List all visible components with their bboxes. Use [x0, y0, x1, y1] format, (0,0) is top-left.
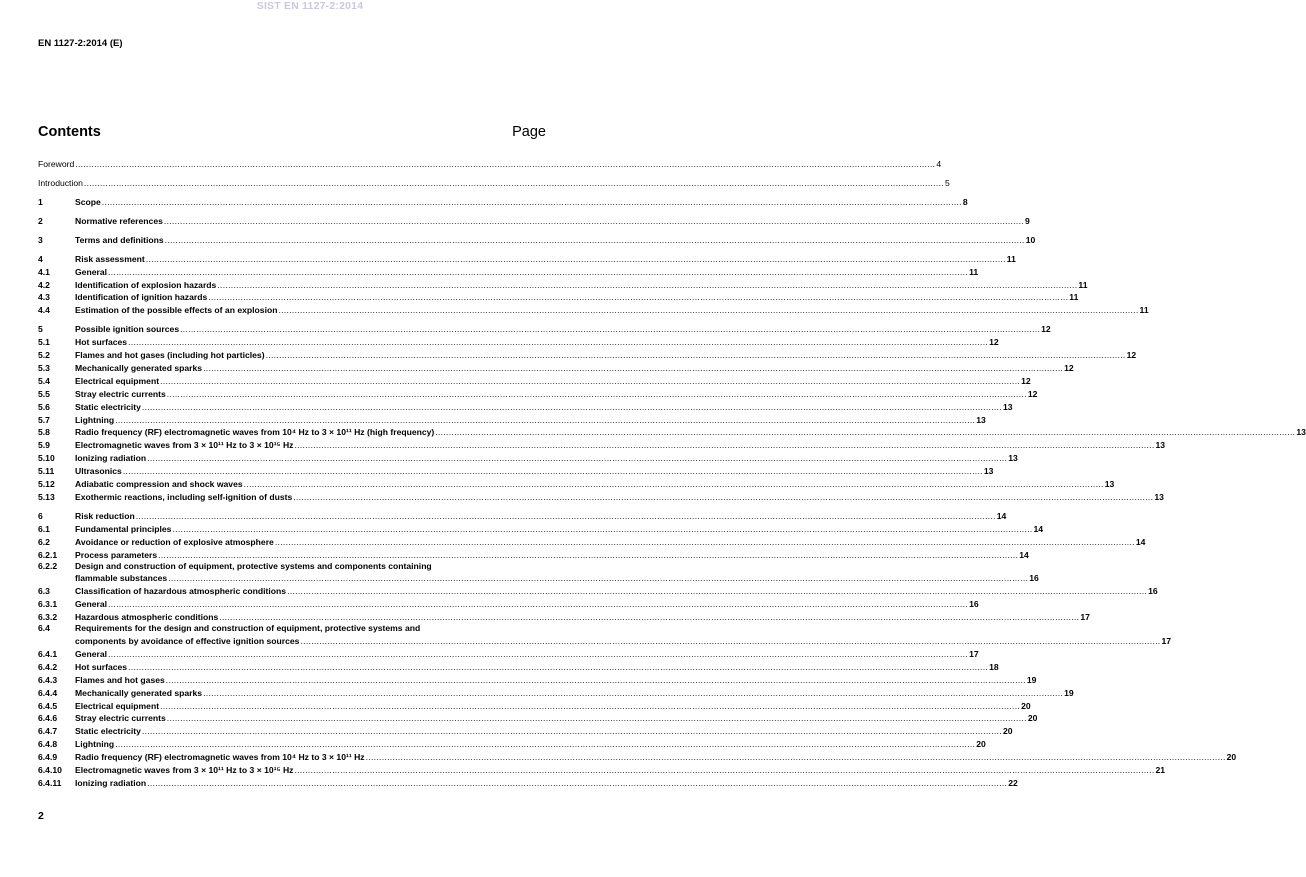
toc-entry[interactable] — [38, 712, 1038, 725]
toc-entry-title: Scope — [75, 196, 101, 207]
toc-entry-number: 4.4 — [38, 305, 50, 316]
toc-entry[interactable] — [38, 361, 1074, 374]
toc-entry-page: 11 — [1139, 305, 1149, 316]
toc-entry[interactable] — [38, 597, 979, 610]
toc-dot-leader — [168, 573, 1028, 584]
toc-entry-title: Classification of hazardous atmospheric conditions — [75, 586, 287, 597]
toc-entry[interactable] — [38, 776, 1018, 789]
toc-entry-title: Estimation of the possible effects of an explosion — [75, 305, 278, 316]
toc-entry[interactable] — [38, 413, 986, 426]
toc-entry-page: 13 — [1002, 401, 1013, 412]
toc-entry-title: Static electricity — [75, 401, 141, 412]
toc-entry[interactable] — [38, 400, 1013, 413]
toc-entry-page: 20 — [1002, 726, 1013, 737]
toc-dot-leader — [165, 235, 1025, 246]
toc-entry-title: Static electricity — [75, 726, 141, 737]
toc-entry-title: Introduction — [38, 177, 83, 188]
toc-entry-title: Ionizing radiation — [75, 777, 147, 788]
toc-entry[interactable] — [38, 610, 1090, 623]
toc-entry-page: 12 — [1021, 375, 1031, 386]
toc-dot-leader — [166, 675, 1026, 686]
toc-entry-page: 17 — [1161, 636, 1172, 647]
toc-entry-title: Ultrasonics — [75, 466, 122, 477]
toc-entry-number: 3 — [38, 234, 43, 245]
toc-dot-leader — [180, 324, 1040, 335]
toc-entry-page: 20 — [976, 739, 986, 750]
toc-entry[interactable] — [38, 348, 1137, 361]
toc-entry[interactable] — [38, 176, 950, 189]
toc-entry-title: Fundamental principles — [75, 523, 172, 534]
toc-dot-leader — [160, 701, 1020, 712]
toc-entry-title: Avoidance or reduction of explosive atmosphere — [75, 536, 274, 547]
toc-entry-page: 19 — [1026, 674, 1037, 685]
toc-entry-number: 5.8 — [38, 427, 50, 438]
toc-entry-number: 6.1 — [38, 523, 50, 534]
toc-dot-leader — [128, 337, 988, 348]
toc-entry-page: 22 — [1008, 777, 1018, 788]
toc-entry-title: Electromagnetic waves from 3 × 10¹¹ Hz to 3 × 10¹⁵ Hz — [75, 764, 294, 775]
toc-entry-page: 13 — [1104, 479, 1115, 490]
toc-entry-page: 17 — [1080, 612, 1090, 623]
toc-dot-leader — [158, 550, 1018, 561]
toc-entry-number: 6.4 — [38, 623, 50, 634]
toc-entry[interactable] — [38, 686, 1074, 699]
toc-entry-number: 6.2 — [38, 536, 50, 547]
toc-dot-leader — [287, 586, 1147, 597]
toc-dot-leader — [128, 662, 988, 673]
toc-dot-leader — [123, 466, 983, 477]
toc-entry-title: Flames and hot gases (including hot particles) — [75, 350, 265, 361]
toc-entry-page: 14 — [1135, 536, 1146, 547]
toc-entry-title: Exothermic reactions, including self-ignition of dusts — [75, 491, 293, 502]
toc-entry-title: Mechanically generated sparks — [75, 363, 203, 374]
toc-entry-number: 6.4.8 — [38, 739, 58, 750]
toc-entry-page: 12 — [1041, 324, 1051, 335]
toc-entry-number: 6.4.11 — [38, 777, 62, 788]
table-of-contents — [38, 157, 1306, 789]
toc-entry-title: Requirements for the design and construction of equipment, protective systems and — [75, 623, 421, 634]
toc-dot-leader — [164, 216, 1024, 227]
toc-entry-number: 6.4.3 — [38, 674, 58, 685]
toc-dot-leader — [294, 440, 1154, 451]
toc-entry-title: Hot surfaces — [75, 661, 128, 672]
toc-entry-page: 12 — [989, 337, 999, 348]
toc-entry[interactable] — [38, 451, 1018, 464]
toc-entry[interactable] — [38, 278, 1088, 291]
toc-entry-page: 11 — [969, 266, 979, 277]
toc-dot-leader — [278, 305, 1138, 316]
toc-entry-number: 4.1 — [38, 266, 50, 277]
toc-dot-leader — [115, 415, 975, 426]
toc-entry[interactable] — [38, 387, 1038, 400]
toc-entry-page: 10 — [1025, 234, 1036, 245]
toc-entry[interactable] — [38, 291, 1079, 304]
toc-dot-leader — [203, 363, 1063, 374]
toc-dot-leader — [293, 492, 1153, 503]
toc-entry-title: Identification of ignition hazards — [75, 292, 208, 303]
toc-dot-leader — [275, 537, 1135, 548]
toc-entry-title: Lightning — [75, 739, 115, 750]
page-column-label: Page — [512, 124, 546, 140]
toc-entry-title: Ionizing radiation — [75, 453, 147, 464]
toc-entry[interactable] — [38, 737, 986, 750]
toc-entry[interactable] — [38, 438, 1166, 451]
toc-entry-number: 5.2 — [38, 350, 50, 361]
toc-entry-number: 6.4.7 — [38, 726, 58, 737]
toc-entry-number: 5.11 — [38, 466, 55, 477]
toc-entry[interactable] — [38, 426, 1306, 439]
toc-entry[interactable] — [38, 750, 1237, 763]
toc-entry-title: Foreword — [38, 158, 75, 169]
toc-entry-page: 11 — [1069, 292, 1079, 303]
toc-entry[interactable] — [38, 647, 979, 660]
toc-dot-leader — [435, 427, 1295, 438]
toc-dot-leader — [160, 376, 1020, 387]
toc-dot-leader — [147, 778, 1007, 789]
toc-dot-leader — [115, 739, 975, 750]
toc-dot-leader — [167, 713, 1027, 724]
toc-entry[interactable] — [38, 374, 1031, 387]
toc-entry-number: 5.7 — [38, 414, 50, 425]
toc-dot-leader — [244, 479, 1104, 490]
toc-entry-page: 11 — [1078, 279, 1088, 290]
toc-entry-title: Lightning — [75, 414, 115, 425]
toc-entry-number: 6 — [38, 510, 43, 521]
toc-dot-leader — [108, 649, 968, 660]
watermark: SIST EN 1127-2:2014 — [256, 0, 364, 12]
toc-entry-title: Normative references — [75, 215, 163, 226]
toc-entry[interactable] — [38, 560, 1039, 585]
toc-dot-leader — [84, 178, 944, 189]
toc-entry-number: 6.4.9 — [38, 752, 58, 763]
toc-dot-leader — [203, 688, 1063, 699]
toc-entry-number: 6.4.10 — [38, 764, 62, 775]
toc-entry-page: 12 — [1027, 388, 1038, 399]
toc-entry-number: 5.1 — [38, 337, 50, 348]
toc-entry[interactable] — [38, 214, 1030, 227]
toc-entry-page: 13 — [976, 414, 986, 425]
toc-entry-title: Risk assessment — [75, 253, 145, 264]
toc-entry-title: Hot surfaces — [75, 337, 128, 348]
toc-entry-page: 13 — [1154, 491, 1164, 502]
toc-entry[interactable] — [38, 233, 1036, 246]
toc-entry-page: 13 — [983, 466, 994, 477]
toc-entry-title: Identification of explosion hazards — [75, 279, 217, 290]
toc-dot-leader — [167, 389, 1027, 400]
toc-entry-title: Risk reduction — [75, 510, 135, 521]
toc-entry[interactable] — [38, 490, 1164, 503]
toc-entry-number: 5.9 — [38, 440, 50, 451]
toc-entry-page: 18 — [989, 661, 999, 672]
toc-entry-number: 5.12 — [38, 479, 55, 490]
toc-entry-number: 5 — [38, 324, 43, 335]
toc-dot-leader — [217, 280, 1077, 291]
toc-dot-leader — [147, 453, 1007, 464]
toc-entry-page: 4 — [936, 158, 942, 169]
toc-entry-page: 14 — [1019, 549, 1029, 560]
toc-entry[interactable] — [38, 335, 999, 348]
toc-entry-number: 1 — [38, 196, 43, 207]
toc-entry-page: 16 — [969, 599, 979, 610]
toc-entry-title: Electrical equipment — [75, 700, 160, 711]
toc-entry-title: Process parameters — [75, 549, 158, 560]
toc-entry-page: 21 — [1155, 764, 1166, 775]
toc-entry[interactable] — [38, 509, 1007, 522]
toc-entry-page: 13 — [1155, 440, 1166, 451]
toc-entry-number: 4 — [38, 253, 43, 264]
toc-dot-leader — [142, 402, 1002, 413]
toc-dot-leader — [142, 726, 1002, 737]
toc-entry-number: 6.4.1 — [38, 648, 58, 659]
toc-dot-leader — [108, 599, 968, 610]
toc-entry-page: 14 — [1033, 523, 1044, 534]
toc-entry-page: 16 — [1029, 573, 1039, 584]
toc-entry[interactable] — [38, 699, 1031, 712]
toc-entry-number: 2 — [38, 215, 43, 226]
toc-entry-page: 5 — [944, 177, 950, 188]
toc-entry-title: Stray electric currents — [75, 713, 166, 724]
toc-entry[interactable] — [38, 724, 1013, 737]
toc-entry-number: 6.4.4 — [38, 687, 58, 698]
toc-dot-leader — [75, 159, 935, 170]
toc-entry-title: Flames and hot gases — [75, 674, 165, 685]
toc-entry-number: 6.3 — [38, 586, 50, 597]
toc-entry-number: 5.3 — [38, 363, 50, 374]
document-id: EN 1127-2:2014 (E) — [38, 38, 123, 49]
toc-entry[interactable] — [38, 584, 1158, 597]
toc-dot-leader — [172, 524, 1032, 535]
toc-entry-number: 5.4 — [38, 375, 50, 386]
toc-entry-page: 14 — [996, 510, 1007, 521]
toc-dot-leader — [266, 350, 1126, 361]
toc-entry-number: 6.3.1 — [38, 599, 58, 610]
toc-entry-page: 17 — [969, 648, 979, 659]
toc-entry-page: 20 — [1021, 700, 1031, 711]
toc-entry-title-continued: flammable substances — [75, 573, 168, 584]
toc-entry-page: 16 — [1148, 586, 1158, 597]
toc-entry-page: 12 — [1126, 350, 1137, 361]
toc-entry-number: 6.4.5 — [38, 700, 58, 711]
toc-entry[interactable] — [38, 303, 1149, 316]
toc-entry-number: 6.3.2 — [38, 612, 58, 623]
toc-entry-page: 11 — [1006, 253, 1016, 264]
toc-entry-title: Design and construction of equipment, protective systems and components containing — [75, 560, 432, 571]
toc-dot-leader — [208, 292, 1068, 303]
toc-entry[interactable] — [38, 660, 999, 673]
toc-dot-leader — [108, 267, 968, 278]
toc-dot-leader — [366, 752, 1226, 763]
toc-entry-number: 6.2.2 — [38, 560, 58, 571]
toc-entry-title: General — [75, 266, 108, 277]
toc-dot-leader — [136, 511, 996, 522]
toc-entry[interactable] — [38, 477, 1115, 490]
toc-entry[interactable] — [38, 763, 1166, 776]
toc-dot-leader — [146, 254, 1006, 265]
toc-entry[interactable] — [38, 535, 1146, 548]
toc-entry-number: 5.6 — [38, 401, 50, 412]
toc-entry-title: Radio frequency (RF) electromagnetic waves from 10⁴ Hz to 3 × 10¹¹ Hz — [75, 752, 365, 763]
toc-entry-page: 13 — [1008, 453, 1018, 464]
toc-entry-title: Adiabatic compression and shock waves — [75, 479, 243, 490]
toc-entry-number: 6.4.6 — [38, 713, 58, 724]
toc-entry-title: Terms and definitions — [75, 234, 164, 245]
toc-dot-leader — [219, 612, 1079, 623]
toc-entry-number: 5.13 — [38, 491, 55, 502]
toc-entry-page: 20 — [1027, 713, 1038, 724]
toc-entry-page: 12 — [1064, 363, 1074, 374]
toc-entry-number: 5.10 — [38, 453, 55, 464]
toc-entry-title: Hazardous atmospheric conditions — [75, 612, 219, 623]
toc-entry-page: 8 — [962, 196, 968, 207]
toc-entry[interactable] — [38, 522, 1044, 535]
toc-entry[interactable] — [38, 252, 1016, 265]
toc-entry-title: Radio frequency (RF) electromagnetic waves from 10⁴ Hz to 3 × 10¹¹ Hz (high frequency) — [75, 427, 435, 438]
toc-entry-page: 20 — [1226, 752, 1237, 763]
toc-entry[interactable] — [38, 464, 994, 477]
toc-entry-title: Mechanically generated sparks — [75, 687, 203, 698]
page-title: Contents — [38, 124, 101, 140]
toc-entry-number: 4.2 — [38, 279, 50, 290]
toc-dot-leader — [300, 636, 1160, 647]
toc-entry-title: General — [75, 599, 108, 610]
toc-entry[interactable] — [38, 322, 1051, 335]
toc-entry[interactable] — [38, 157, 942, 170]
toc-entry-number: 6.2.1 — [38, 549, 58, 560]
toc-entry-title-continued: components by avoidance of effective ignition sources — [75, 636, 300, 647]
toc-entry-number: 4.3 — [38, 292, 50, 303]
toc-entry[interactable] — [38, 265, 979, 278]
toc-entry-number: 5.5 — [38, 388, 50, 399]
toc-entry-page: 9 — [1024, 215, 1030, 226]
toc-dot-leader — [102, 197, 962, 208]
toc-entry[interactable] — [38, 623, 1172, 647]
toc-entry-page: 13 — [1296, 427, 1306, 438]
toc-entry-title: Electrical equipment — [75, 375, 160, 386]
page-number: 2 — [38, 810, 44, 822]
toc-entry[interactable] — [38, 548, 1029, 561]
toc-entry-title: General — [75, 648, 108, 659]
toc-entry-number: 6.4.2 — [38, 661, 58, 672]
toc-entry[interactable] — [38, 195, 968, 208]
toc-entry[interactable] — [38, 673, 1037, 686]
toc-entry-title: Stray electric currents — [75, 388, 166, 399]
toc-entry-title: Electromagnetic waves from 3 × 10¹¹ Hz to 3 × 10¹⁵ Hz — [75, 440, 294, 451]
toc-entry-title: Possible ignition sources — [75, 324, 180, 335]
toc-dot-leader — [294, 765, 1154, 776]
toc-entry-page: 19 — [1064, 687, 1074, 698]
